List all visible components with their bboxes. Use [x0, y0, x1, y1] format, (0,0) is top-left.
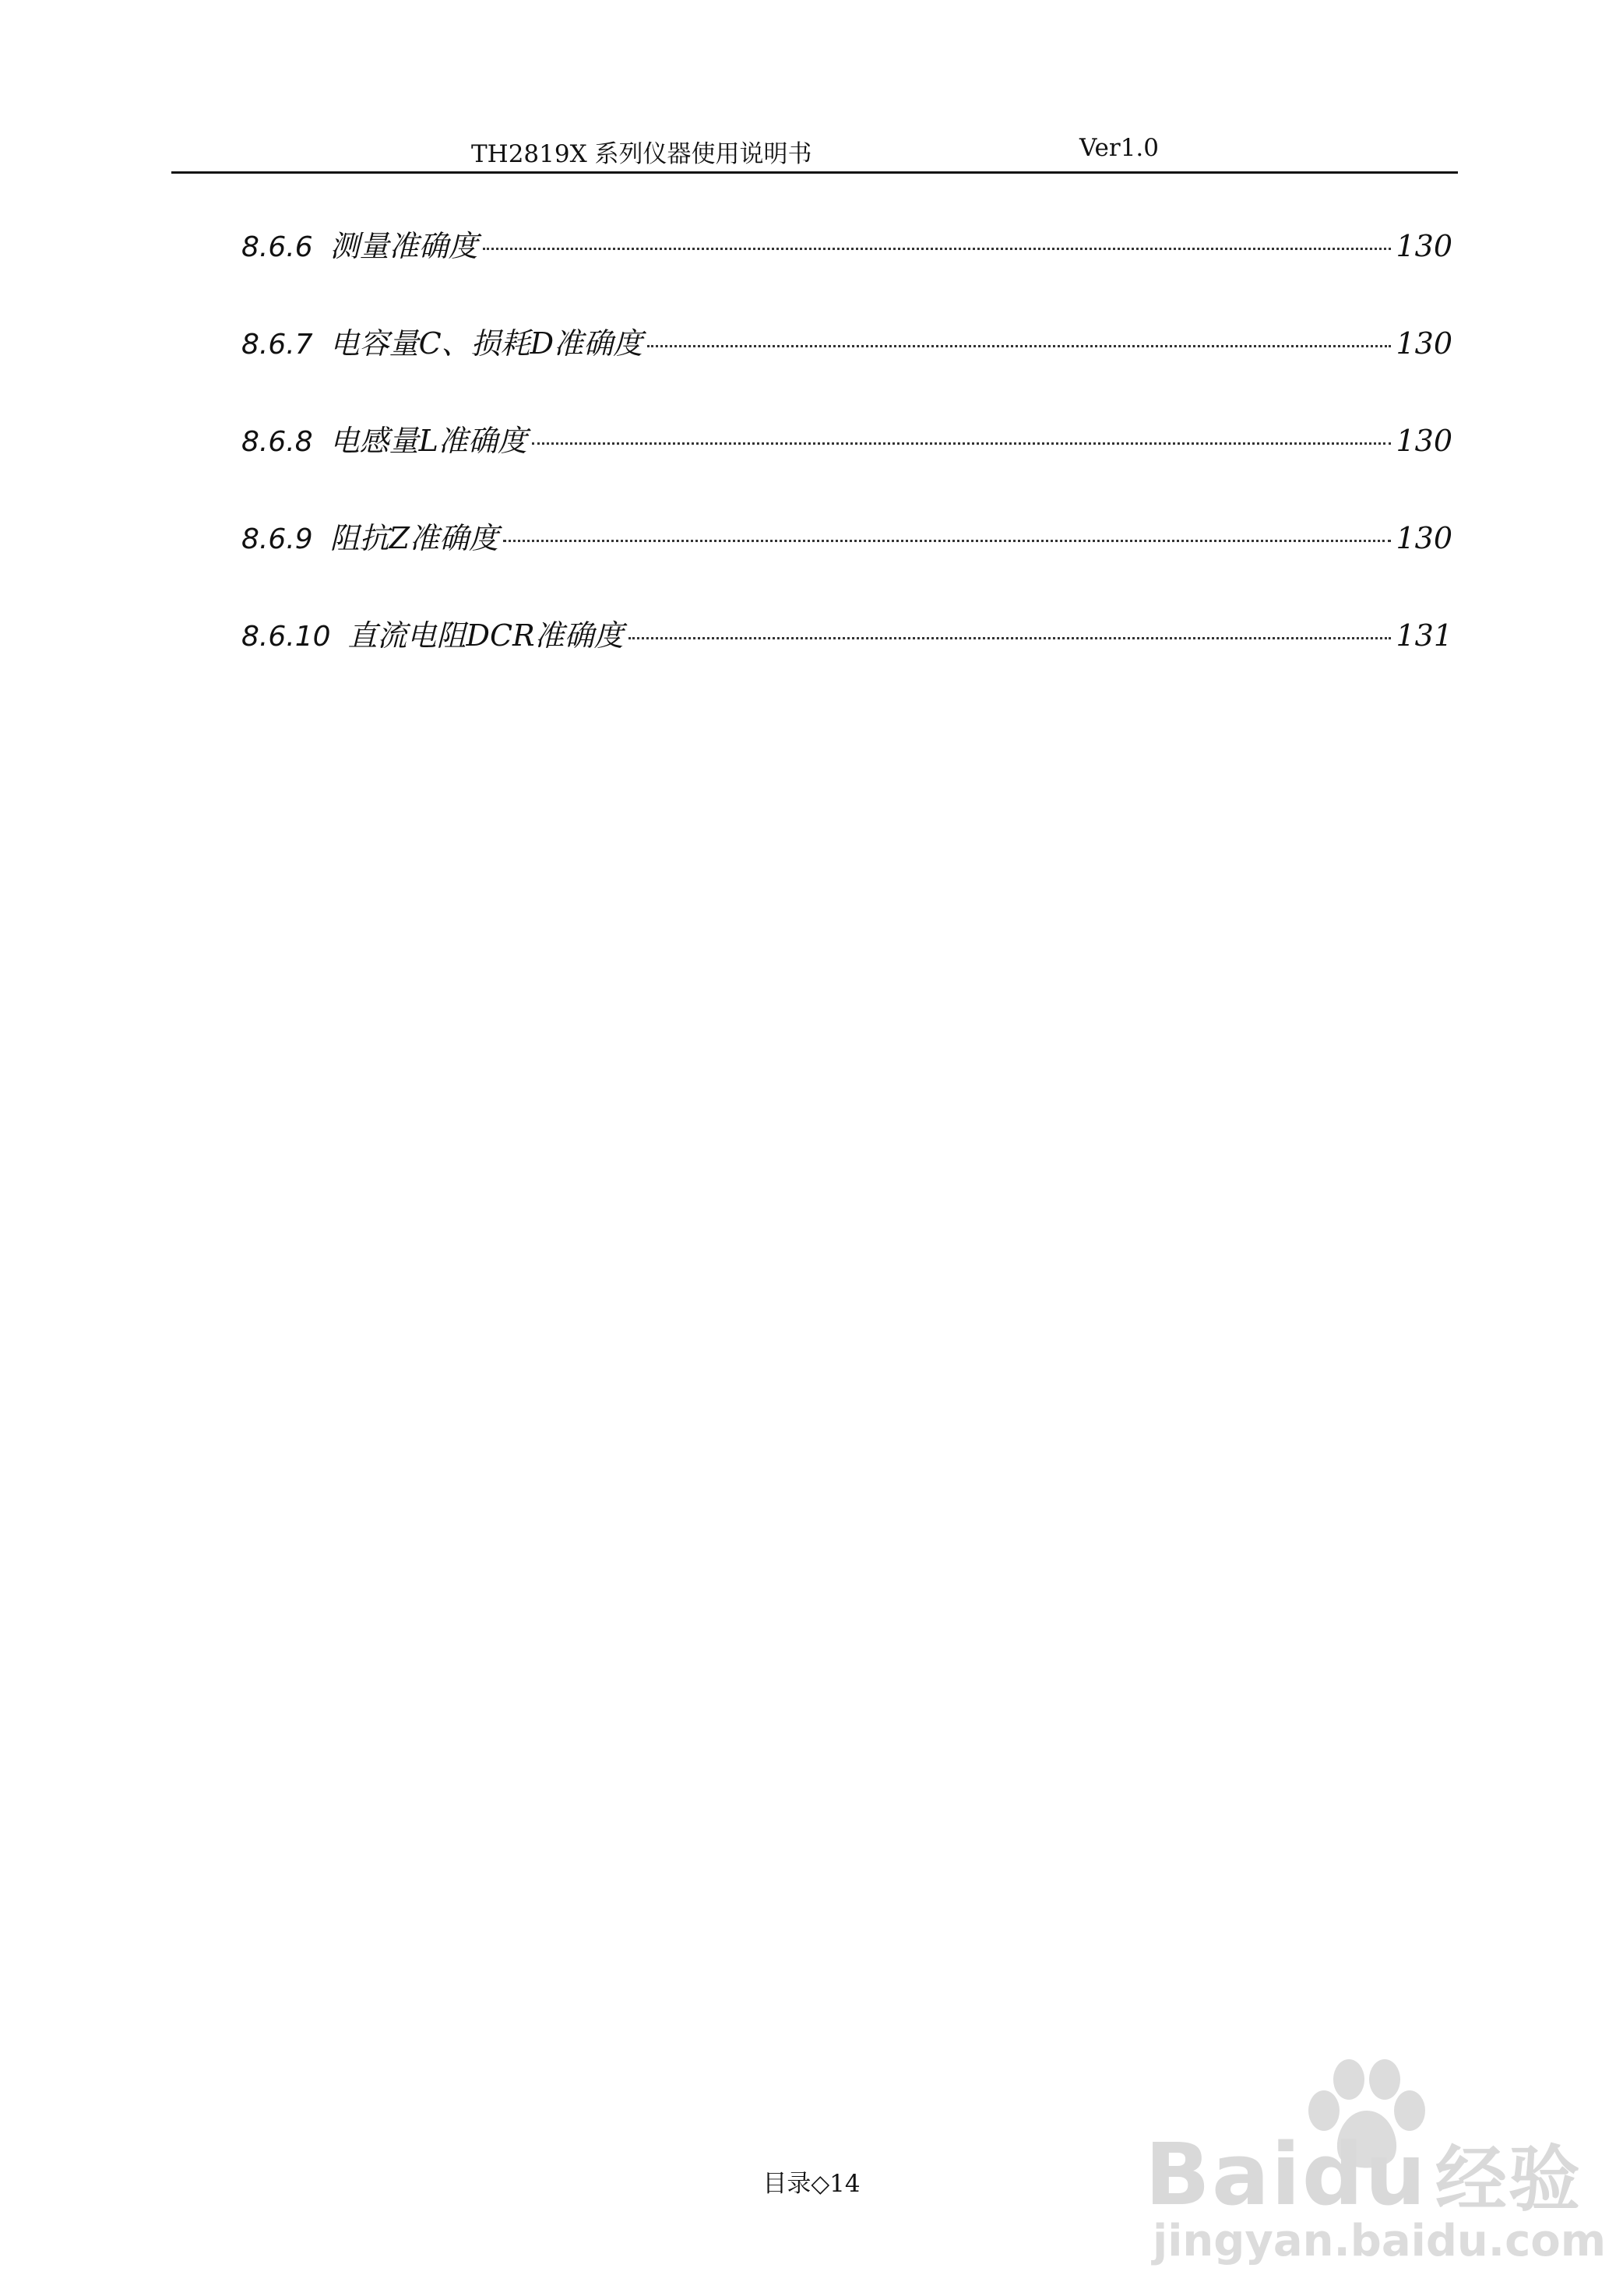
watermark-brand-bai: Bai	[1145, 2125, 1302, 2224]
toc-entry[interactable]	[241, 319, 1452, 361]
watermark-url: jingyan.baidu.com	[1153, 2216, 1607, 2266]
toc-dot-leader	[628, 637, 1392, 639]
document-title: TH2819X 系列仪器使用说明书	[471, 140, 812, 168]
toc-entry-title: 电感量L准确度	[329, 424, 527, 458]
document-version: Ver1.0	[1079, 134, 1160, 162]
toc-dot-leader	[647, 345, 1391, 347]
toc-entry-page: 130	[1396, 521, 1452, 555]
toc-entry-title: 阻抗Z准确度	[329, 521, 499, 555]
page-footer: 目录◇14	[762, 2170, 861, 2198]
toc-entry-number: 8.6.8	[241, 426, 313, 458]
toc-dot-leader	[503, 540, 1391, 542]
toc-dot-leader	[483, 248, 1392, 250]
toc-entry-page: 130	[1396, 326, 1452, 361]
toc-entry[interactable]	[241, 222, 1452, 261]
baidu-jingyan-watermark	[1145, 2056, 1607, 2266]
toc-entry-title: 直流电阻DCR准确度	[347, 618, 624, 653]
watermark-brand	[1145, 2122, 1582, 2225]
toc-entry-number: 8.6.7	[241, 329, 313, 361]
toc-dot-leader	[532, 442, 1392, 445]
toc-entry[interactable]	[241, 417, 1452, 456]
watermark-brand-du: du	[1301, 2125, 1428, 2224]
toc-entry-number: 8.6.10	[241, 621, 331, 653]
table-of-contents	[241, 222, 1452, 709]
toc-entry-page: 130	[1396, 229, 1452, 263]
toc-entry-page: 130	[1396, 424, 1452, 458]
toc-entry-title: 电容量C、损耗D准确度	[329, 326, 643, 361]
toc-entry-number: 8.6.9	[241, 523, 313, 555]
toc-entry[interactable]	[241, 514, 1452, 553]
toc-entry-page: 131	[1396, 618, 1452, 653]
watermark-suffix: 经验	[1435, 2138, 1582, 2221]
toc-entry-number: 8.6.6	[241, 231, 313, 263]
page-header	[171, 131, 1458, 174]
toc-entry-title: 测量准确度	[329, 229, 478, 263]
toc-entry[interactable]	[241, 611, 1452, 653]
